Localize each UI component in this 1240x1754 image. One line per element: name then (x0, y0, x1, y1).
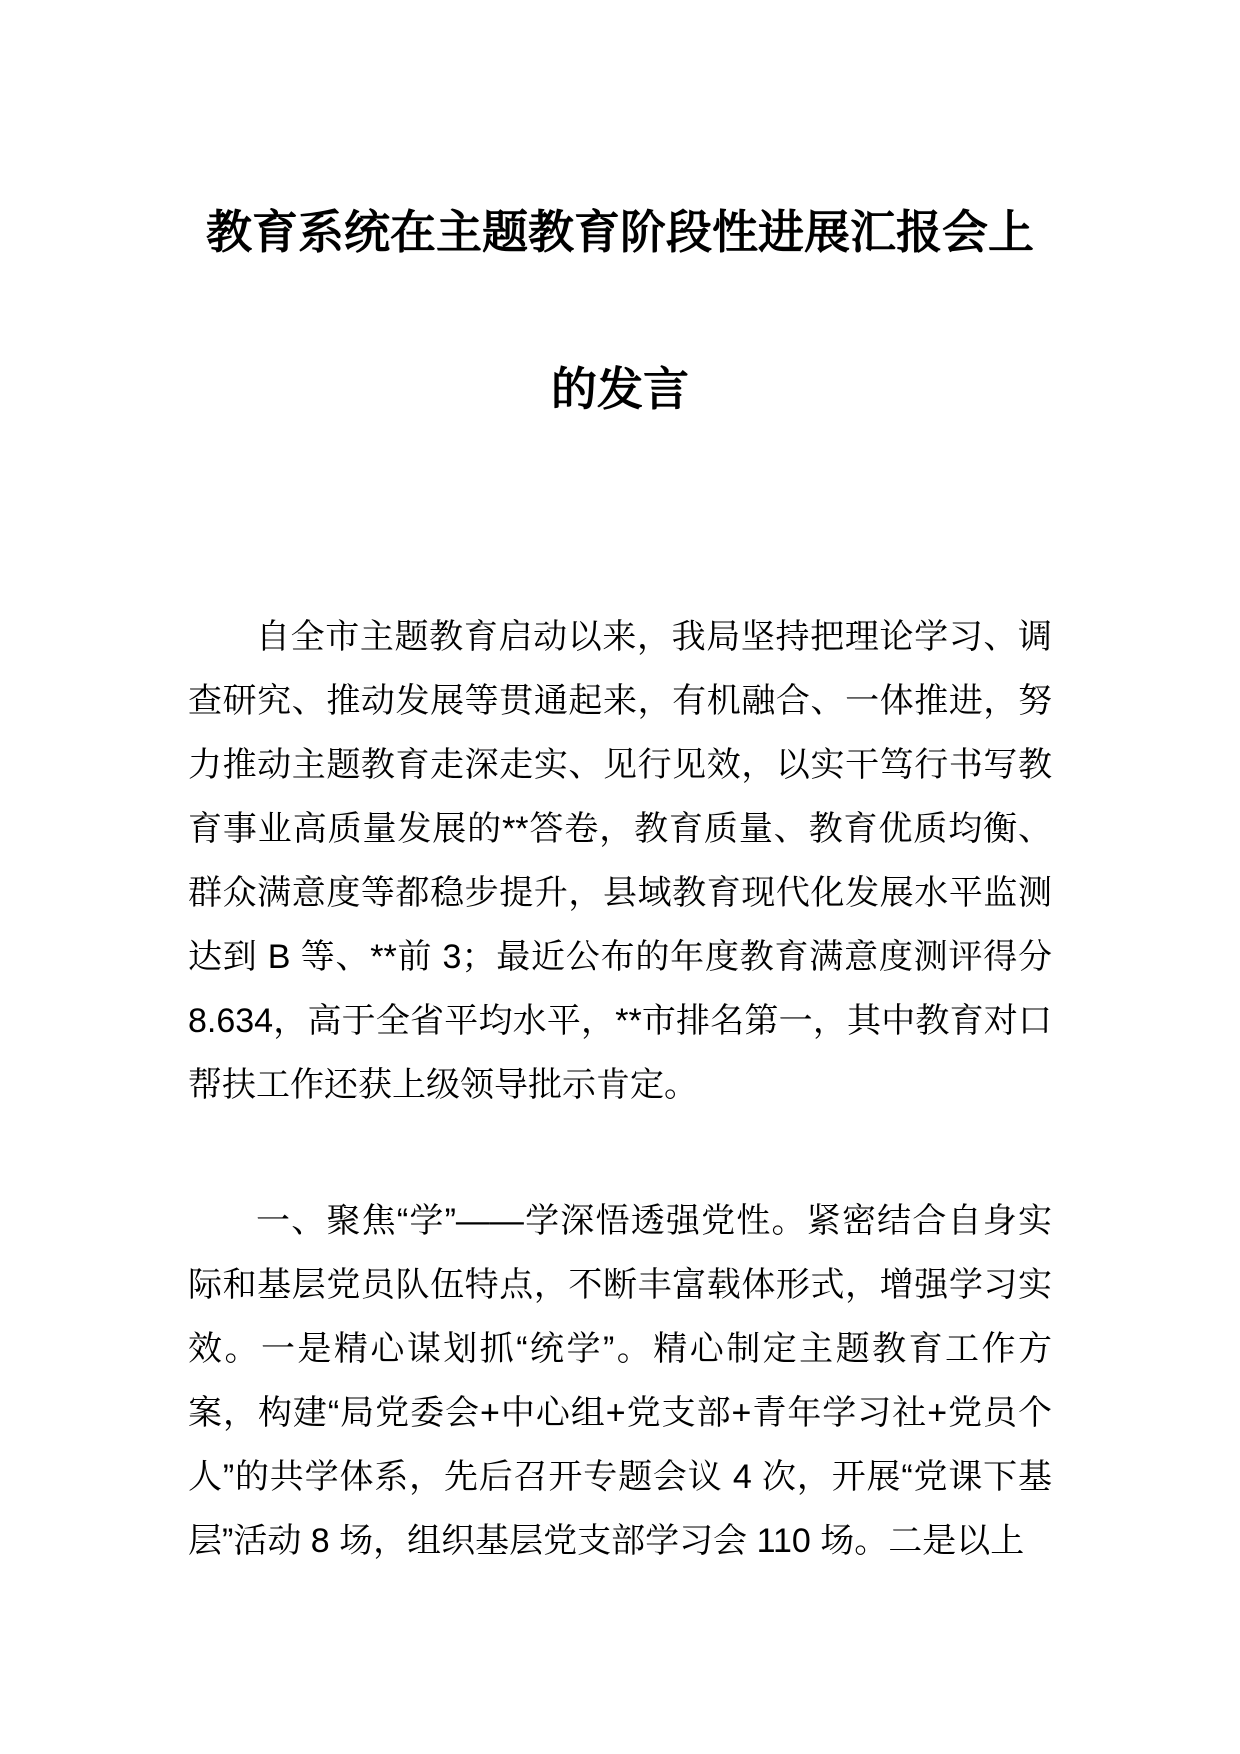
paragraph-section-one-learning: 一、聚焦“学”——学深悟透强党性。紧密结合自身实际和基层党员队伍特点，不断丰富载体形式，增强学习实效。一是精心谋划抓“统学”。精心制定主题教育工作方案，构建“局党委会+中心组+党支部+青年学习社+党员个人”的共学体系，先后召开专题会议 4 次，开展“党课下基层”活动 8 场，组织基层党支部学习会 110 场。二是以上 (188, 1202, 1052, 1560)
document-body (188, 605, 1052, 1573)
paragraph-introduction: 自全市主题教育启动以来，我局坚持把理论学习、调查研究、推动发展等贯通起来，有机融合、一体推进，努力推动主题教育走深走实、见行见效，以实干笃行书写教育事业高质量发展的**答卷，教育质量、教育优质均衡、群众满意度等都稳步提升，县域教育现代化发展水平监测达到 B 等、**前 3；最近公布的年度教育满意度测评得分 8.634，高于全省平均水平，**市排名第一，其中教育对口帮扶工作还获上级领导批示肯定。 (188, 618, 1052, 1104)
document-title: 教育系统在主题教育阶段性进展汇报会上的发言 (206, 206, 1034, 415)
